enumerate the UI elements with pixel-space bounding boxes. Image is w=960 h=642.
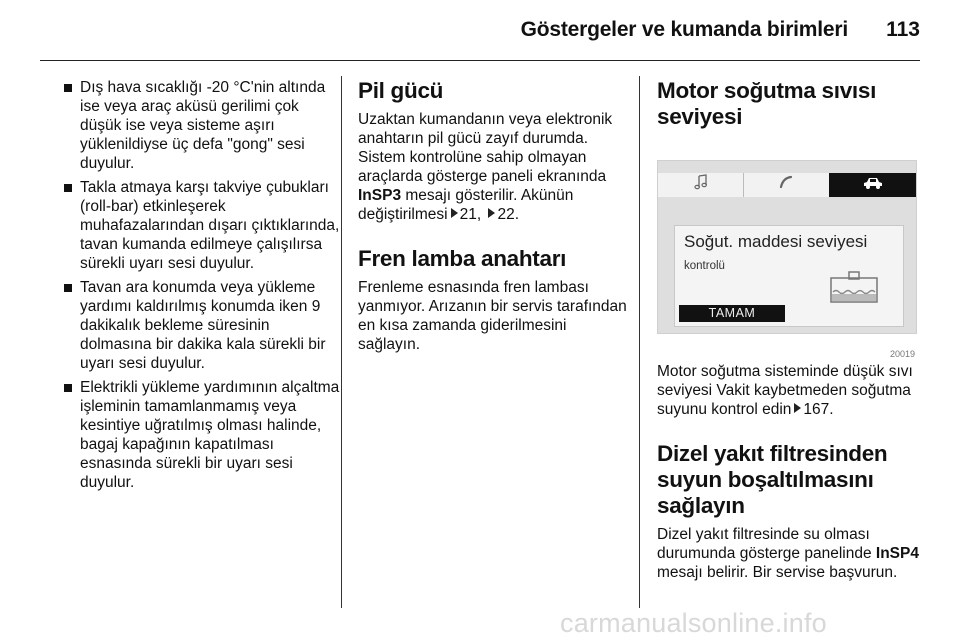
message-box bbox=[674, 225, 904, 327]
tab-vehicle bbox=[829, 173, 916, 197]
message-title: Soğut. maddesi seviyesi bbox=[684, 232, 868, 251]
message-subtitle: kontrolü bbox=[684, 260, 725, 272]
phone-icon bbox=[778, 174, 794, 190]
page-header bbox=[40, 14, 920, 44]
bullet-item: Tavan ara konumda veya yükleme yardımı kaldırılmış konumda iken 9 dakikalık bekleme süresinin dolmasına bir dakika kala sürekli bir uyarı sesi duyulur. bbox=[64, 278, 340, 373]
tab-audio bbox=[658, 173, 744, 197]
battery-heading: Pil gücü bbox=[358, 78, 444, 103]
ok-button[interactable]: TAMAM bbox=[679, 305, 785, 322]
coolant-text: Motor soğutma sisteminde düşük sıvı seviyesi Vakit kaybetmeden soğutma suyunu kontrol edin 167. bbox=[657, 363, 913, 418]
bullet-item: Takla atmaya karşı takviye çubukları (roll-bar) etkinleşerek muhafazalarından dışarı çıktıklarında, tavan kumanda edilmeye çalışılırsa sürekli uyarı sesi duyulur. bbox=[64, 178, 340, 273]
bullet-item: Elektrikli yükleme yardımının alçaltma işleminin tamamlanmamış veya kesintiye uğratılmış olması halinde, bagaj kapağının kapatılması esnasında sürekli bir uyarı sesi duyulur. bbox=[64, 378, 340, 492]
page-title: Göstergeler ve kumanda birimleri bbox=[520, 18, 848, 41]
tab-phone bbox=[744, 173, 828, 197]
diesel-text: Dizel yakıt filtresinde su olması durumunda gösterge panelinde InSP4 mesajı belirir. Bir servise başvurun. bbox=[657, 526, 919, 581]
column-1 bbox=[64, 78, 340, 497]
car-icon bbox=[862, 176, 884, 190]
column-3 bbox=[657, 78, 927, 582]
page-ref-arrow-icon bbox=[794, 403, 801, 413]
page-ref-link[interactable]: 22. bbox=[497, 206, 520, 223]
warning-bullet-list bbox=[64, 78, 340, 492]
column-divider-1 bbox=[341, 76, 342, 608]
insp3-code: InSP3 bbox=[358, 187, 402, 204]
music-note-icon bbox=[694, 174, 708, 190]
coolant-heading: Motor soğutma sıvısı seviyesi bbox=[657, 78, 877, 129]
coolant-tank-icon bbox=[829, 270, 879, 304]
diesel-heading: Dizel yakıt filtresinden suyun boşaltılmasını sağlayın bbox=[657, 441, 888, 518]
display-figure bbox=[657, 148, 917, 358]
page-ref-arrow-icon bbox=[488, 208, 495, 218]
insp4-code: InSP4 bbox=[875, 545, 919, 562]
column-divider-2 bbox=[639, 76, 640, 608]
page-ref-link[interactable]: 21, bbox=[459, 206, 482, 223]
info-display-screen bbox=[657, 160, 917, 334]
column-2 bbox=[358, 78, 628, 354]
display-tabs bbox=[658, 173, 916, 197]
watermark: carmanualsonline.info bbox=[560, 608, 827, 638]
bullet-item: Dış hava sıcaklığı -20 °C'nin altında ise veya araç aküsü gerilimi çok düşük ise veya sisteme aşırı yüklenildiyse üç defa "gong" sesi duyulur. bbox=[64, 78, 340, 173]
page-number: 113 bbox=[886, 18, 920, 41]
battery-text: Uzaktan kumandanın veya elektronik anahtarın pil gücü zayıf durumda. Sistem kontrolüne sahip olmayan araçlarda gösterge paneli ekranında InSP3 mesajı gösterilir. Akünün değiştirilmesi 21, 22. bbox=[358, 111, 613, 223]
page-ref-arrow-icon bbox=[451, 208, 458, 218]
header-rule bbox=[40, 60, 920, 61]
brake-text: Frenleme esnasında fren lambası yanmıyor. Arızanın bir servis tarafından en kısa zamanda giderilmesini sağlayın. bbox=[358, 279, 627, 353]
figure-number: 20019 bbox=[889, 349, 915, 359]
brake-heading: Fren lamba anahtarı bbox=[358, 246, 567, 271]
page-ref-link[interactable]: 167. bbox=[803, 401, 834, 418]
